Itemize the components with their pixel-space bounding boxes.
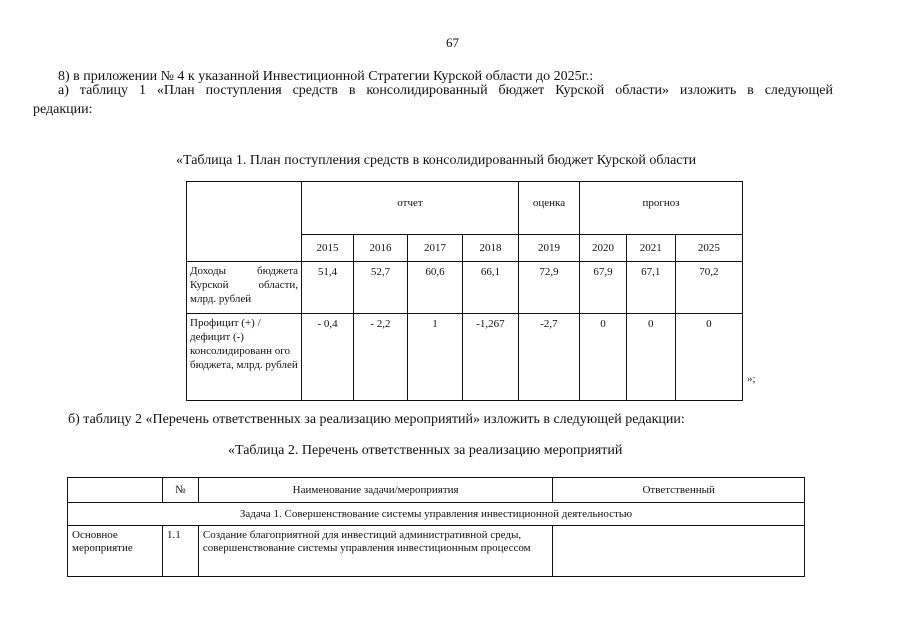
- table2-task-row: Задача 1. Совершенствование системы управления инвестиционной деятельностью: [68, 503, 805, 526]
- table1-year: 2019: [518, 235, 579, 262]
- table1-cell: - 2,2: [353, 314, 407, 401]
- table1-cell: 67,9: [580, 262, 627, 314]
- table2-cell-type: Основное мероприятие: [68, 526, 163, 577]
- table1-cell: -2,7: [518, 314, 579, 401]
- table1-cell: 67,1: [626, 262, 675, 314]
- table2-cell-name: Создание благоприятной для инвестиций административной среды, совершенствование системы управления инвестиционным процессом: [198, 526, 552, 577]
- table1-year: 2016: [353, 235, 407, 262]
- table1-cell: 52,7: [353, 262, 407, 314]
- table1-cell: 0: [580, 314, 627, 401]
- table1-closing-quote: »;: [747, 373, 756, 385]
- table1-cell: 60,6: [407, 262, 462, 314]
- table1-row-income: [187, 262, 743, 314]
- paragraph-item-a: а) таблицу 1 «План поступления средств в консолидированный бюджет Курской области» изложить в следующей: [58, 83, 833, 98]
- table1-row-deficit: [187, 314, 743, 401]
- table1-year: 2018: [462, 235, 518, 262]
- table1-cell: - 0,4: [302, 314, 354, 401]
- table1-row-label: Профицит (+) / дефицит (-) консолидированн ого бюджета, млрд. рублей: [187, 314, 302, 401]
- paragraph-item-b: б) таблицу 2 «Перечень ответственных за реализацию мероприятий» изложить в следующей редакции:: [68, 412, 685, 427]
- table2-header-name: Наименование задачи/мероприятия: [198, 478, 552, 503]
- table-row: [68, 526, 805, 577]
- table1-year: 2015: [302, 235, 354, 262]
- table1-cell: 70,2: [675, 262, 742, 314]
- table1-cell: 51,4: [302, 262, 354, 314]
- table1-header-forecast: прогноз: [580, 182, 743, 235]
- table1-header-report: отчет: [302, 182, 519, 235]
- budget-plan-table: [186, 181, 743, 401]
- table1-year: 2025: [675, 235, 742, 262]
- table1-year: 2021: [626, 235, 675, 262]
- table2-header-responsible: Ответственный: [553, 478, 805, 503]
- table1-cell: 1: [407, 314, 462, 401]
- table1-header-estimate: оценка: [518, 182, 579, 235]
- paragraph-item-a-continued: редакции:: [33, 102, 93, 117]
- page-number: 67: [446, 35, 459, 50]
- table1-row-label: Доходы бюджета Курской области, млрд. рублей: [187, 262, 302, 314]
- table2-header-number: №: [162, 478, 198, 503]
- table1-cell: 72,9: [518, 262, 579, 314]
- table1-cell: 0: [675, 314, 742, 401]
- table1-corner-cell: [187, 182, 302, 262]
- responsibles-table: [67, 477, 805, 577]
- table2-cell-number: 1.1: [162, 526, 198, 577]
- table1-year: 2017: [407, 235, 462, 262]
- table2-title: «Таблица 2. Перечень ответственных за реализацию мероприятий: [228, 443, 623, 458]
- table2-header-type: [68, 478, 163, 503]
- table1-cell: -1,267: [462, 314, 518, 401]
- table1-cell: 0: [626, 314, 675, 401]
- table1-cell: 66,1: [462, 262, 518, 314]
- table1-title: «Таблица 1. План поступления средств в консолидированный бюджет Курской области: [176, 153, 697, 168]
- table1-year: 2020: [580, 235, 627, 262]
- table2-cell-responsible: [553, 526, 805, 577]
- paragraph-item-8: 8) в приложении № 4 к указанной Инвестиционной Стратегии Курской области до 2025г.:: [58, 69, 594, 84]
